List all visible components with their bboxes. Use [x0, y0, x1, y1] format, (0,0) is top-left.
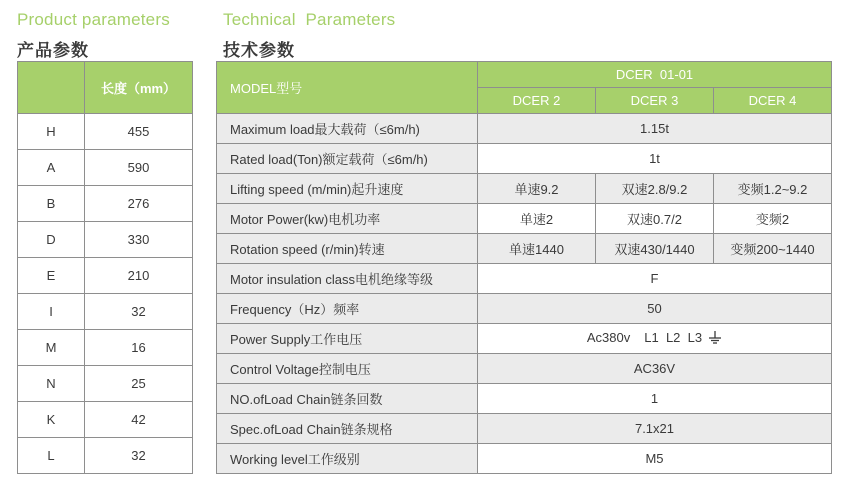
param-value: 1: [478, 384, 832, 414]
dimension-key: B: [18, 186, 85, 222]
model-label-cell: MODEL型号: [217, 62, 478, 114]
table-row: [18, 186, 193, 222]
product-parameters-table: [17, 61, 193, 474]
dimension-value: 32: [85, 438, 193, 474]
table-row: [18, 330, 193, 366]
param-value: F: [478, 264, 832, 294]
table-row: [217, 354, 832, 384]
dimension-key: N: [18, 366, 85, 402]
param-label: Power Supply工作电压: [217, 324, 478, 354]
table-row: [18, 258, 193, 294]
param-value-dcer2: 单速9.2: [478, 174, 596, 204]
dimension-value: 210: [85, 258, 193, 294]
param-value-dcer2: 单速1440: [478, 234, 596, 264]
param-value-dcer4: 变频200~1440: [714, 234, 832, 264]
table-row: [217, 324, 832, 354]
param-label: Rotation speed (r/min)转速: [217, 234, 478, 264]
tech-table-header-row: [217, 62, 832, 88]
param-value-power-supply: [478, 324, 832, 354]
dimension-key: I: [18, 294, 85, 330]
param-label: Motor insulation class电机绝缘等级: [217, 264, 478, 294]
table-row: [217, 114, 832, 144]
dimension-value: 16: [85, 330, 193, 366]
param-value: M5: [478, 444, 832, 474]
dimension-value: 32: [85, 294, 193, 330]
param-value: 7.1x21: [478, 414, 832, 444]
param-value-dcer3: 双速0.7/2: [596, 204, 714, 234]
dimension-value: 330: [85, 222, 193, 258]
dimension-key: M: [18, 330, 85, 366]
table-row: [217, 204, 832, 234]
param-value-dcer3: 双速430/1440: [596, 234, 714, 264]
technical-parameters-heading-en: Technical Parameters: [223, 10, 396, 29]
table-row: [217, 234, 832, 264]
product-table-corner-cell: [18, 62, 85, 114]
model-dcer4: DCER 4: [714, 88, 832, 114]
product-parameters-heading-cn: 产品参数: [17, 41, 89, 60]
param-label: Motor Power(kw)电机功率: [217, 204, 478, 234]
table-row: [217, 444, 832, 474]
dimension-key: H: [18, 114, 85, 150]
table-row: [217, 384, 832, 414]
param-label: NO.ofLoad Chain链条回数: [217, 384, 478, 414]
model-dcer2: DCER 2: [478, 88, 596, 114]
dimension-key: K: [18, 402, 85, 438]
param-value: 1.15t: [478, 114, 832, 144]
param-value: AC36V: [478, 354, 832, 384]
param-label: Maximum load最大载荷（≤6m/h): [217, 114, 478, 144]
param-label: Spec.ofLoad Chain链条规格: [217, 414, 478, 444]
param-value: 1t: [478, 144, 832, 174]
param-value-dcer3: 双速2.8/9.2: [596, 174, 714, 204]
model-dcer3: DCER 3: [596, 88, 714, 114]
power-supply-phases: L1 L2 L3: [644, 329, 703, 345]
table-row: [217, 264, 832, 294]
table-row: [18, 366, 193, 402]
table-row: [217, 294, 832, 324]
technical-parameters-heading-cn: 技术参数: [223, 41, 295, 60]
param-value-dcer4: 变频1.2~9.2: [714, 174, 832, 204]
param-value-dcer4: 变频2: [714, 204, 832, 234]
table-row: [217, 414, 832, 444]
power-supply-voltage: Ac380v: [586, 329, 631, 345]
param-label: Control Voltage控制电压: [217, 354, 478, 384]
table-row: [217, 144, 832, 174]
table-row: [18, 114, 193, 150]
product-table-header-length: 长度（mm）: [85, 62, 193, 114]
table-row: [18, 294, 193, 330]
dimension-value: 276: [85, 186, 193, 222]
table-row: [18, 438, 193, 474]
technical-parameters-table: [216, 61, 832, 474]
dimension-key: E: [18, 258, 85, 294]
dimension-value: 455: [85, 114, 193, 150]
param-label: Working level工作级别: [217, 444, 478, 474]
param-label: Frequency（Hz）频率: [217, 294, 478, 324]
param-label: Rated load(Ton)额定载荷（≤6m/h): [217, 144, 478, 174]
param-value-dcer2: 单速2: [478, 204, 596, 234]
table-row: [18, 150, 193, 186]
table-row: [217, 174, 832, 204]
product-parameters-heading-en: Product parameters: [17, 10, 170, 29]
dimension-value: 590: [85, 150, 193, 186]
table-row: [18, 402, 193, 438]
dimension-key: D: [18, 222, 85, 258]
dimension-value: 42: [85, 402, 193, 438]
param-label: Lifting speed (m/min)起升速度: [217, 174, 478, 204]
dimension-value: 25: [85, 366, 193, 402]
model-group-cell: DCER 01-01: [478, 62, 832, 88]
ground-symbol-icon: [708, 330, 722, 347]
param-value: 50: [478, 294, 832, 324]
dimension-key: A: [18, 150, 85, 186]
table-row: [18, 222, 193, 258]
dimension-key: L: [18, 438, 85, 474]
product-table-header-row: [18, 62, 193, 114]
